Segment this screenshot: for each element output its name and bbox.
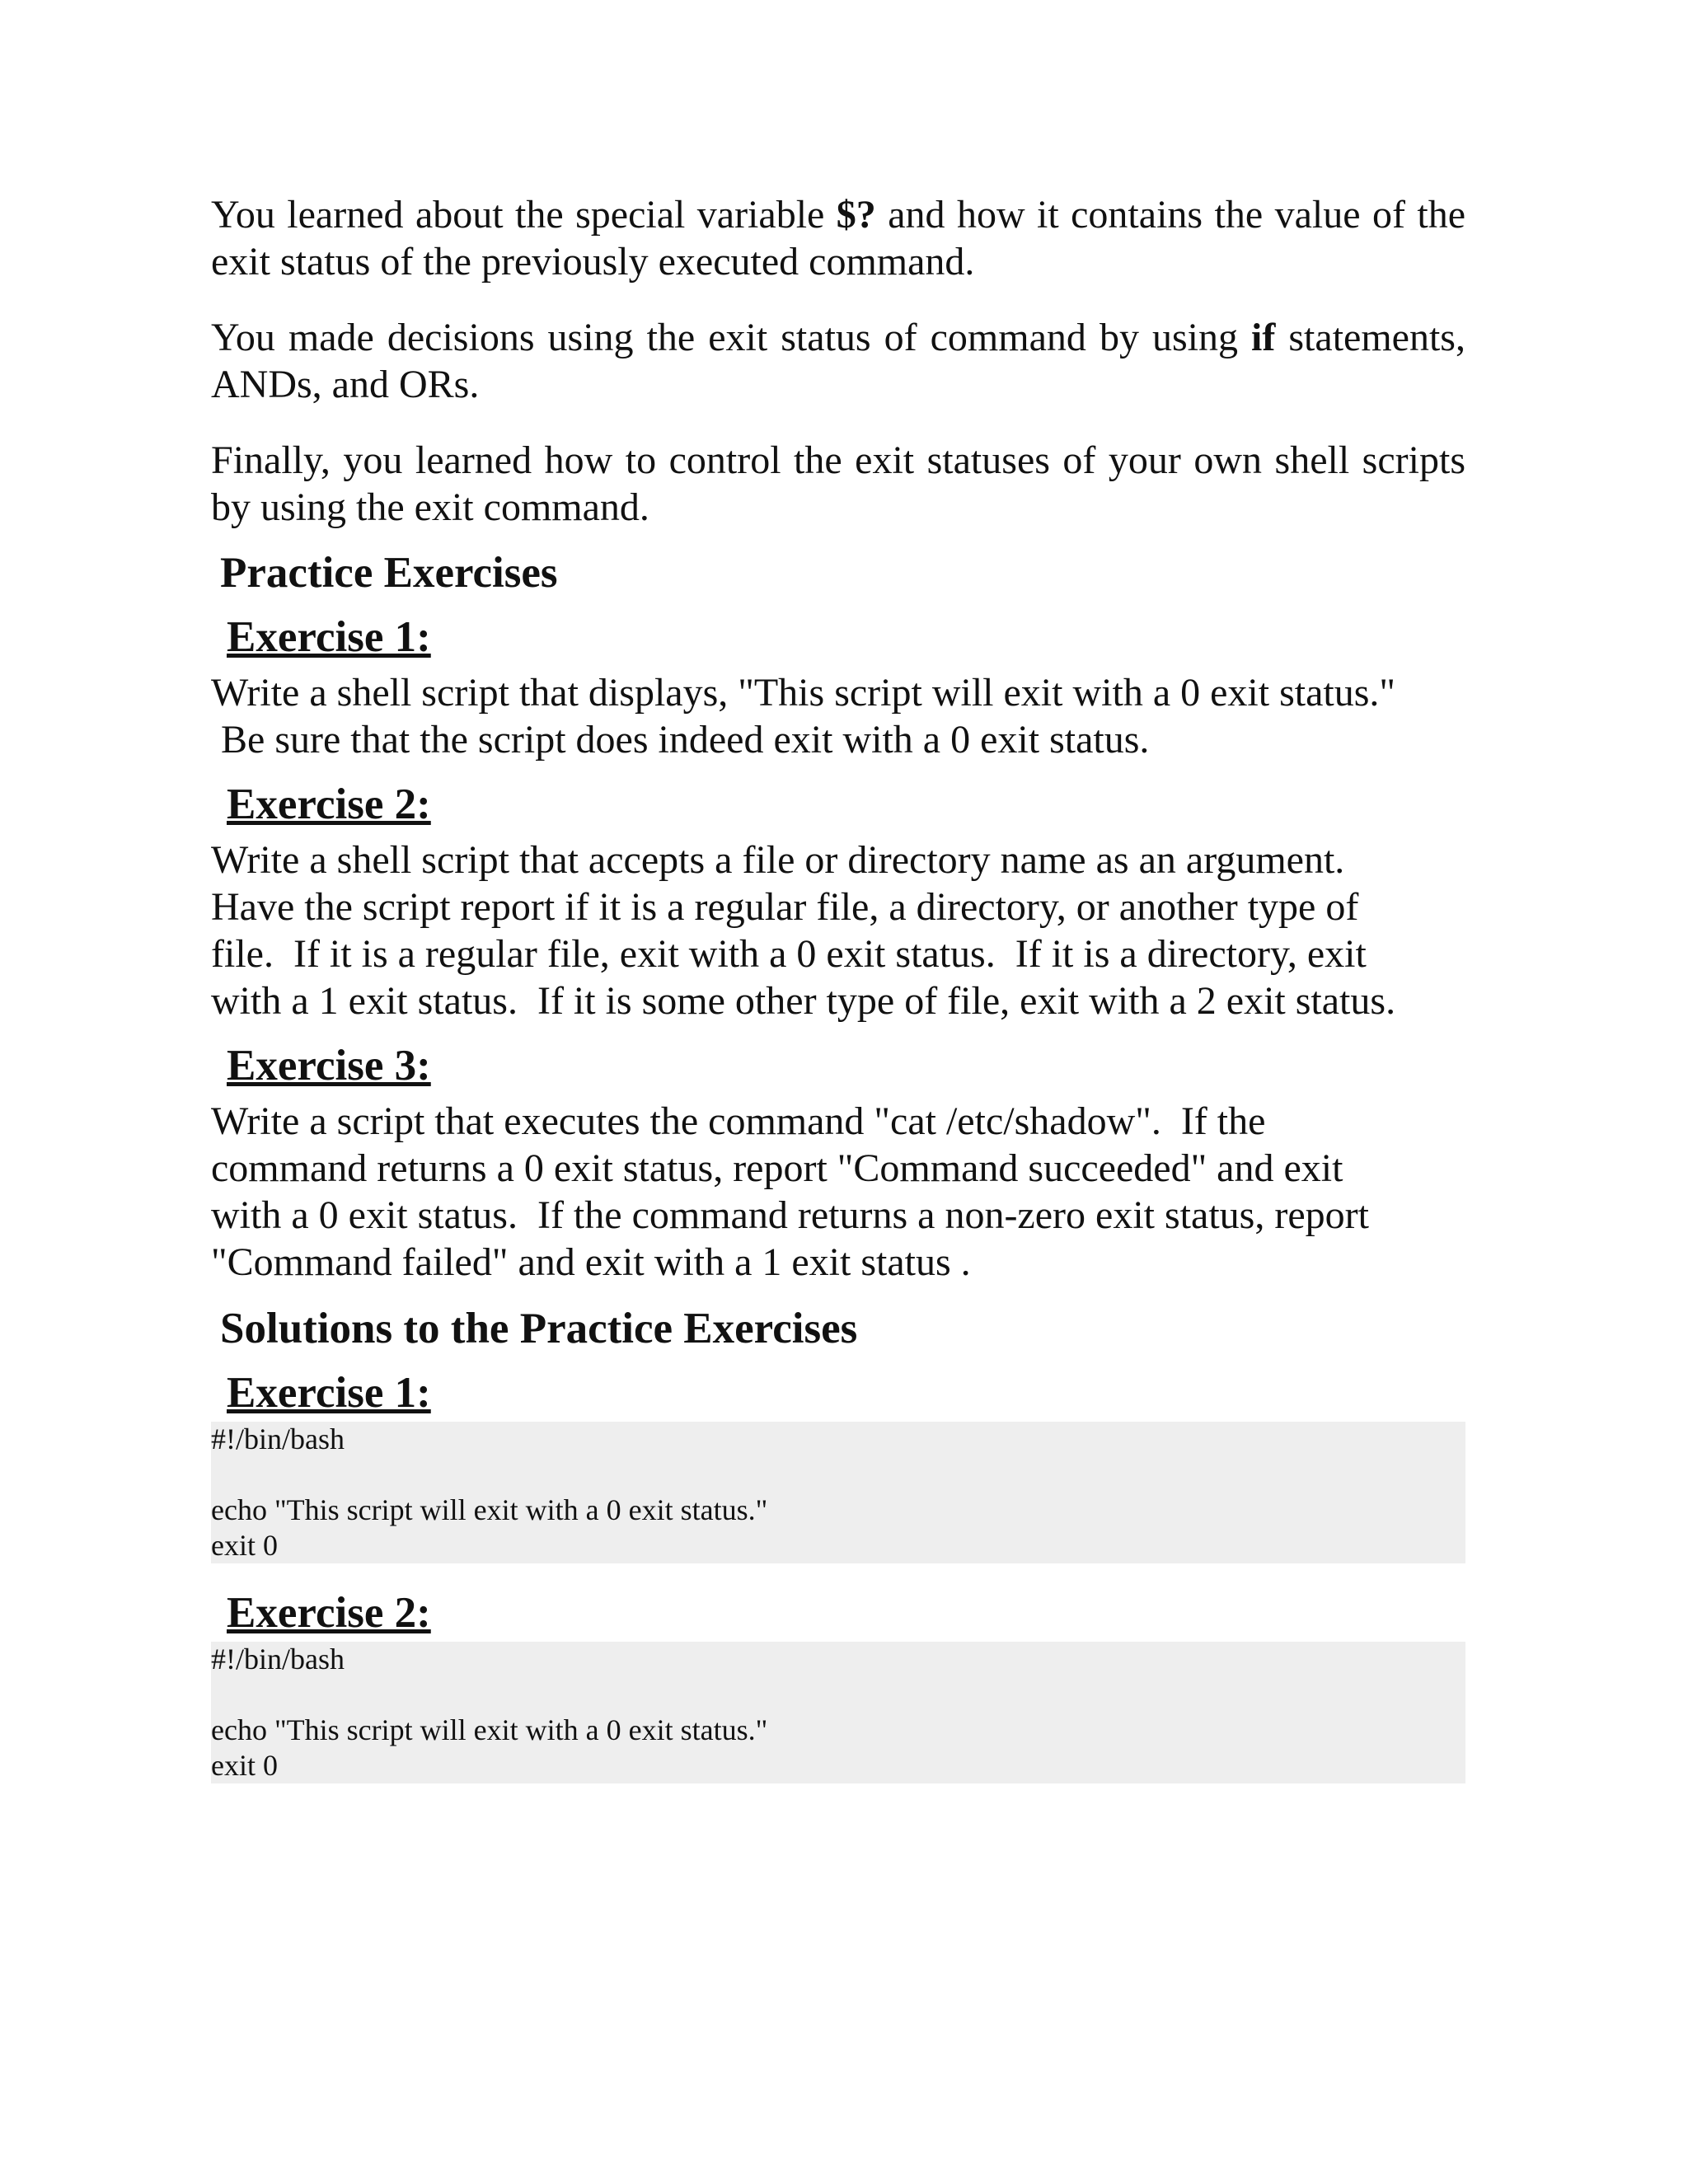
solution-exercise-2-title: Exercise 2: <box>227 1589 431 1637</box>
text-line: command returns a 0 exit status, report "Command succeeded" and exit <box>211 1146 1343 1190</box>
summary-paragraph-exit-command: Finally, you learned how to control the exit statuses of your own shell scripts by using the exit command. <box>211 438 1465 529</box>
practice-exercise-2-title: Exercise 2: <box>227 780 431 828</box>
special-variable-text: $? <box>836 193 876 237</box>
solutions-heading: Solutions to the Practice Exercises <box>220 1305 858 1352</box>
text-line: Write a script that executes the command "cat /etc/shadow". If the <box>211 1099 1266 1143</box>
code-line: exit 0 <box>211 1749 278 1782</box>
practice-exercise-1-title: Exercise 1: <box>227 613 431 661</box>
practice-exercise-3-title: Exercise 3: <box>227 1042 431 1090</box>
if-keyword-text: if <box>1251 316 1276 359</box>
code-line: echo "This script will exit with a 0 exit status." <box>211 1493 768 1526</box>
text-line: Write a shell script that accepts a file or directory name as an argument. <box>211 838 1345 882</box>
code-line: exit 0 <box>211 1529 278 1562</box>
summary-text: You made decisions using the exit status of command by using <box>211 316 1252 359</box>
solution-exercise-1-title: Exercise 1: <box>227 1369 431 1417</box>
code-line: #!/bin/bash <box>211 1422 345 1455</box>
code-line: #!/bin/bash <box>211 1643 345 1675</box>
text-line: Be sure that the script does indeed exit with a 0 exit status. <box>211 718 1150 762</box>
summary-text: You learned about the special variable <box>211 193 837 237</box>
code-line: echo "This script will exit with a 0 exit status." <box>211 1713 768 1746</box>
text-line: Have the script report if it is a regular file, a directory, or another type of <box>211 885 1359 929</box>
practice-exercise-3-text <box>211 1098 1465 1286</box>
code-blank-line <box>211 1457 1465 1493</box>
summary-text: statements, ANDs, and ORs. <box>211 316 1465 406</box>
solution-exercise-2-code-block <box>211 1642 1465 1783</box>
text-line: Write a shell script that displays, "This script will exit with a 0 exit status." <box>211 671 1396 715</box>
practice-exercises-heading: Practice Exercises <box>220 549 558 597</box>
text-line: with a 0 exit status. If the command returns a non-zero exit status, report <box>211 1193 1369 1237</box>
summary-paragraph-exit-status-variable <box>211 191 1465 285</box>
document-page <box>211 191 1465 1783</box>
solution-exercise-1-code-block <box>211 1422 1465 1563</box>
text-line: "Command failed" and exit with a 1 exit status . <box>211 1240 971 1284</box>
code-blank-line <box>211 1677 1465 1713</box>
text-line: with a 1 exit status. If it is some other type of file, exit with a 2 exit status. <box>211 979 1396 1023</box>
summary-paragraph-decisions <box>211 314 1465 408</box>
text-line: file. If it is a regular file, exit with a 0 exit status. If it is a directory, exit <box>211 932 1367 976</box>
summary-text: and how it contains the value of the exit status of the previously executed command. <box>211 193 1466 284</box>
practice-exercise-1-text <box>211 669 1465 763</box>
practice-exercise-2-text <box>211 837 1465 1024</box>
